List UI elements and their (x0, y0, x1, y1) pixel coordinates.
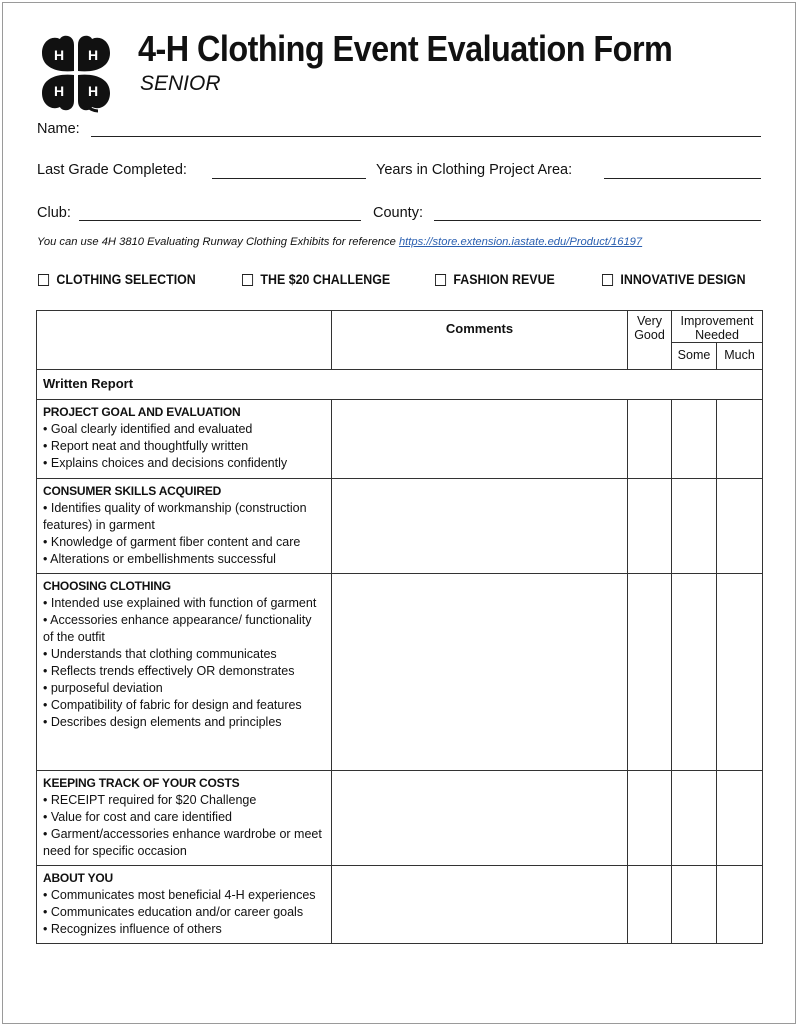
criteria-header-cell (37, 311, 332, 370)
criteria-bullet: • Describes design elements and principles (43, 714, 325, 731)
category-innovative-design[interactable] (602, 272, 746, 287)
much-cell[interactable] (717, 400, 763, 479)
clover-logo (36, 33, 116, 113)
checkbox-icon[interactable] (602, 274, 613, 286)
table-row (37, 866, 763, 944)
county-label: County: (373, 205, 423, 221)
criteria-bullet: • Accessories enhance appearance/ functionality of the outfit (43, 612, 325, 646)
very-good-cell[interactable] (628, 771, 672, 866)
comments-cell[interactable] (332, 574, 628, 771)
comments-header: Comments (332, 311, 628, 370)
years-label: Years in Clothing Project Area: (376, 162, 573, 178)
much-header: Much (717, 343, 763, 370)
criteria-cell (37, 574, 332, 771)
very-good-cell[interactable] (628, 479, 672, 574)
form-title: 4-H Clothing Event Evaluation Form (138, 28, 673, 69)
table-row (37, 400, 763, 479)
criteria-bullet: • Understands that clothing communicates (43, 646, 325, 663)
svg-text:H: H (87, 83, 99, 99)
criteria-bullet: • Compatibility of fabric for design and features (43, 697, 325, 714)
section-title: Written Report (37, 370, 763, 400)
criteria-cell (37, 400, 332, 479)
form-subtitle: SENIOR (140, 72, 221, 95)
grade-field[interactable] (212, 164, 366, 179)
criteria-bullet: • Identifies quality of workmanship (construction features) in garment (43, 500, 325, 534)
some-cell[interactable] (672, 400, 717, 479)
category-20-challenge[interactable] (242, 272, 390, 287)
category-label: INNOVATIVE DESIGN (620, 272, 746, 287)
criteria-bullet: • Reflects trends effectively OR demonstrates (43, 663, 325, 680)
criteria-heading: CONSUMER SKILLS ACQUIRED (43, 484, 222, 498)
criteria-bullet: • Goal clearly identified and evaluated (43, 421, 325, 438)
checkbox-icon[interactable] (435, 274, 446, 286)
very-good-cell[interactable] (628, 866, 672, 944)
criteria-cell (37, 771, 332, 866)
grade-label: Last Grade Completed: (37, 162, 187, 178)
category-label: CLOTHING SELECTION (56, 272, 196, 287)
some-cell[interactable] (672, 866, 717, 944)
comments-cell[interactable] (332, 479, 628, 574)
very-good-cell[interactable] (628, 574, 672, 771)
category-label: FASHION REVUE (453, 272, 555, 287)
criteria-bullet: • Explains choices and decisions confidently (43, 455, 325, 472)
criteria-bullet: • Report neat and thoughtfully written (43, 438, 325, 455)
svg-text:H: H (53, 83, 65, 99)
years-field[interactable] (604, 164, 761, 179)
some-cell[interactable] (672, 479, 717, 574)
criteria-bullet: • Intended use explained with function of garment (43, 595, 325, 612)
criteria-heading: KEEPING TRACK OF YOUR COSTS (43, 776, 240, 790)
name-field[interactable] (91, 122, 761, 137)
criteria-cell (37, 479, 332, 574)
table-row (37, 479, 763, 574)
criteria-heading: ABOUT YOU (43, 871, 113, 885)
checkbox-icon[interactable] (242, 274, 253, 286)
comments-cell[interactable] (332, 771, 628, 866)
some-cell[interactable] (672, 574, 717, 771)
criteria-heading: CHOOSING CLOTHING (43, 579, 171, 593)
checkbox-icon[interactable] (38, 274, 49, 286)
much-cell[interactable] (717, 771, 763, 866)
club-field[interactable] (79, 206, 361, 221)
much-cell[interactable] (717, 479, 763, 574)
comments-cell[interactable] (332, 400, 628, 479)
criteria-bullet: • Alterations or embellishments successful (43, 551, 325, 568)
much-cell[interactable] (717, 866, 763, 944)
criteria-bullet: • RECEIPT required for $20 Challenge (43, 792, 325, 809)
improvement-header: Improvement Needed (672, 311, 763, 343)
svg-text:H: H (87, 47, 99, 63)
comments-cell[interactable] (332, 866, 628, 944)
some-header: Some (672, 343, 717, 370)
criteria-bullet: • Communicates most beneficial 4-H experiences (43, 887, 325, 904)
reference-text: You can use 4H 3810 Evaluating Runway Clothing Exhibits for reference (37, 236, 396, 248)
reference-link[interactable]: https://store.extension.iastate.edu/Product/16197 (398, 236, 643, 248)
criteria-bullet: • Value for cost and care identified (43, 809, 325, 826)
category-label: THE $20 CHALLENGE (260, 272, 391, 287)
table-row (37, 574, 763, 771)
evaluation-table (36, 310, 763, 944)
criteria-bullet: • Recognizes influence of others (43, 921, 325, 938)
criteria-bullet: • Garment/accessories enhance wardrobe or meet need for specific occasion (43, 826, 325, 860)
criteria-bullet: • purposeful deviation (43, 680, 325, 697)
club-label: Club: (37, 205, 71, 221)
reference-note (37, 236, 763, 248)
category-fashion-revue[interactable] (435, 272, 555, 287)
county-field[interactable] (434, 206, 761, 221)
table-row (37, 771, 763, 866)
criteria-cell (37, 866, 332, 944)
svg-text:H: H (53, 47, 65, 63)
some-cell[interactable] (672, 771, 717, 866)
name-label: Name: (37, 121, 80, 137)
category-clothing-selection[interactable] (38, 272, 196, 287)
criteria-bullet: • Knowledge of garment fiber content and care (43, 534, 325, 551)
very-good-header: Very Good (628, 311, 672, 370)
criteria-bullet: • Communicates education and/or career goals (43, 904, 325, 921)
very-good-cell[interactable] (628, 400, 672, 479)
criteria-heading: PROJECT GOAL AND EVALUATION (43, 405, 241, 419)
much-cell[interactable] (717, 574, 763, 771)
